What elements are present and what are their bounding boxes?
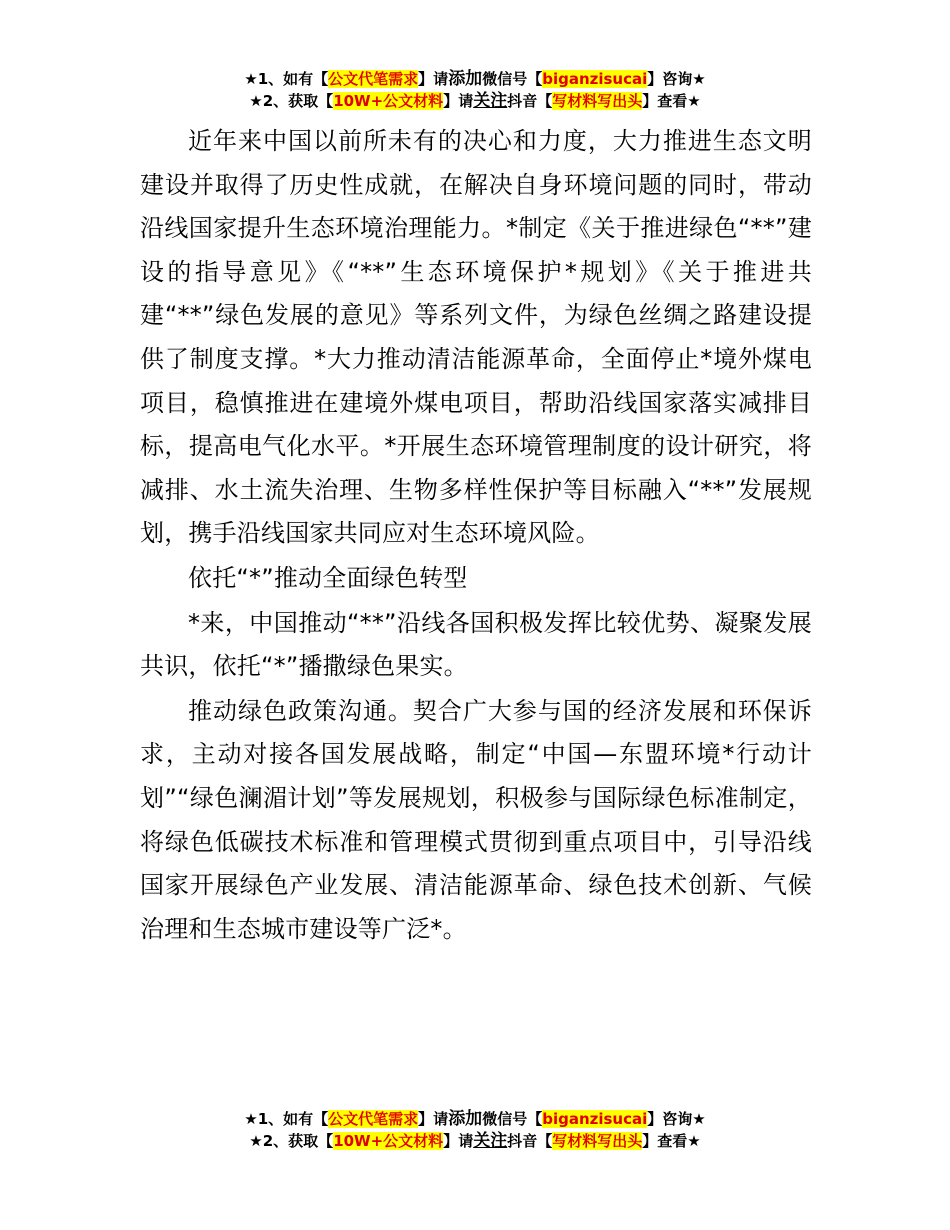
paragraph-4: 推动绿色政策沟通。契合广大参与国的经济发展和环保诉求，主动对接各国发展战略，制定“中国—东盟环境*行动计划”“绿色澜湄计划”等发展规划，积极参与国际绿色标准制定，将绿色低碳技术标准和管理模式贯彻到重点项目中，引导沿线国家开展绿色产业发展、清洁能源革命、绿色技术创新、气候治理和生态城市建设等广泛*。	[140, 696, 812, 943]
highlight-materials: 10W+公文材料	[333, 92, 444, 110]
header-line1-prefix: ★1、如有【	[244, 70, 329, 88]
header-line2-suffix: 】查看★	[642, 92, 701, 110]
footer-highlight-wechat-id: biganzisucai	[542, 1110, 648, 1128]
header-line2-mid2: 抖音【	[507, 92, 553, 110]
footer-line2-prefix: ★2、获取【	[249, 1132, 334, 1150]
paragraph-2: 依托“*”推动全面绿色转型	[188, 563, 468, 592]
paragraph-1: 近年来中国以前所未有的决心和力度，大力推进生态文明建设并取得了历史性成就，在解决自身环境问题的同时，带动沿线国家提升生态环境治理能力。*制定《关于推进绿色“**”建设的指导意见》《“**”生态环境保护*规划》《关于推进共建“**”绿色发展的意见》等系列文件，为绿色丝绸之路建设提供了制度支撑。*大力推动清洁能源革命，全面停止*境外煤电项目，稳慎推进在建境外煤电项目，帮助沿线国家落实减排目标，提高电气化水平。*开展生态环境管理制度的设计研究，将减排、水土流失治理、生物多样性保护等目标融入“**”发展规划，携手沿线国家共同应对生态环境风险。	[140, 127, 812, 548]
highlight-wechat-id: biganzisucai	[542, 70, 648, 88]
footer-line2-mid1: 】请	[443, 1132, 474, 1150]
footer-banner	[0, 1108, 950, 1152]
footer-highlight-materials: 10W+公文材料	[333, 1132, 444, 1150]
footer-line2-suffix: 】查看★	[642, 1132, 701, 1150]
footer-line2-mid2: 抖音【	[507, 1132, 553, 1150]
highlight-douyin-account: 写材料写出头	[552, 92, 643, 110]
header-line-2	[0, 90, 950, 112]
header-line1-mid2: 微信号【	[482, 70, 543, 88]
footer-line1-prefix: ★1、如有【	[244, 1110, 329, 1128]
paragraph-3: *来，中国推动“**”沿线各国积极发挥比较优势、凝聚发展共识，依托“*”播撒绿色果实。	[140, 608, 812, 681]
footer-line1-mid2: 微信号【	[482, 1110, 543, 1128]
header-line2-prefix: ★2、获取【	[249, 92, 334, 110]
footer-line2-emph: 关注	[473, 1131, 508, 1151]
header-line-1	[0, 68, 950, 90]
highlight-ghostwriting: 公文代笔需求	[328, 70, 419, 88]
footer-highlight-ghostwriting: 公文代笔需求	[328, 1110, 419, 1128]
footer-line1-mid1: 】请	[418, 1110, 449, 1128]
header-line2-mid1: 】请	[443, 92, 474, 110]
footer-line1-suffix: 】咨询★	[647, 1110, 706, 1128]
document-body	[140, 120, 812, 951]
header-line1-mid1: 】请	[418, 70, 449, 88]
header-banner	[0, 68, 950, 112]
header-line2-emph: 关注	[473, 91, 508, 111]
footer-line1-emph: 添加	[448, 1109, 483, 1129]
header-line1-suffix: 】咨询★	[647, 70, 706, 88]
footer-line-1	[0, 1108, 950, 1130]
footer-line-2	[0, 1130, 950, 1152]
header-line1-emph: 添加	[448, 69, 483, 89]
footer-highlight-douyin-account: 写材料写出头	[552, 1132, 643, 1150]
